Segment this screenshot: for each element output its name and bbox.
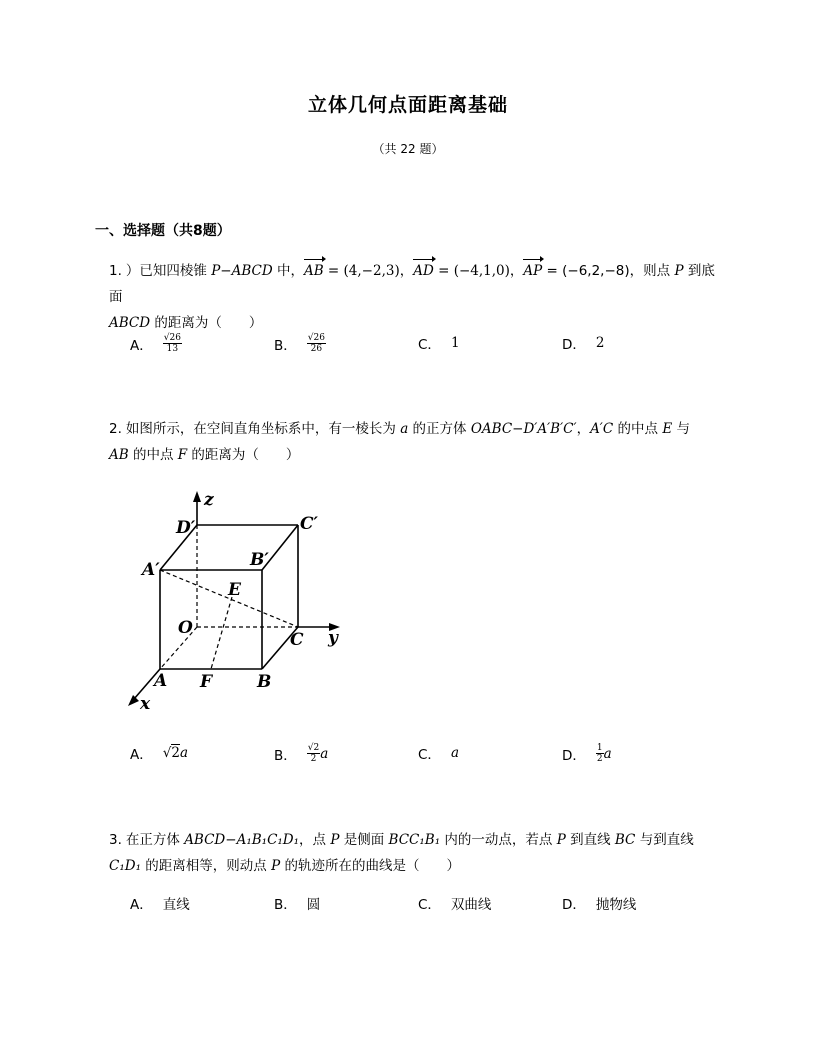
q3-text: 内的一动点，若点: [440, 832, 557, 848]
label-a-prime: A′: [142, 560, 160, 580]
q1-pyramid: P−ABCD: [211, 263, 273, 279]
q2-cube: OABC−D′A′B′C′: [470, 421, 577, 437]
q1-text: = (4,−2,3)，: [323, 263, 414, 279]
option-suffix: a: [603, 745, 612, 762]
question-number: 2.: [109, 421, 122, 437]
option-d[interactable]: [562, 333, 605, 353]
question-2: [109, 416, 721, 468]
fraction: [307, 743, 320, 764]
q3-point: P: [556, 832, 566, 848]
cube-diagram: [120, 485, 360, 715]
option-c[interactable]: [418, 893, 491, 913]
q3-text: ，点: [299, 832, 331, 848]
q3-text: 到直线: [565, 832, 615, 848]
option-a[interactable]: [130, 893, 190, 913]
question-3: [109, 827, 721, 879]
option-label: B．: [274, 337, 297, 354]
option-label: B．: [274, 897, 297, 913]
q3-face: BCC₁B₁: [388, 832, 441, 848]
option-value: 圆: [306, 897, 321, 913]
option-label: A．: [130, 337, 153, 354]
option-label: C．: [418, 897, 441, 913]
option-label: C．: [418, 337, 441, 353]
label-d-prime: D′: [176, 518, 196, 538]
label-o: O: [178, 618, 193, 638]
label-c: C: [290, 630, 304, 650]
fraction: [596, 743, 604, 764]
q2-options: [130, 743, 730, 773]
section-heading: 一、选择题（共8题）: [95, 223, 231, 239]
question-number: 3.: [109, 832, 122, 848]
q2-text: 如图所示，在空间直角坐标系中，有一棱长为: [125, 421, 401, 437]
q1-base: ABCD: [109, 315, 151, 331]
option-d[interactable]: [562, 743, 612, 764]
option-b[interactable]: [274, 893, 320, 913]
label-y: y: [328, 628, 338, 648]
option-suffix: a: [320, 745, 329, 762]
q1-options: [130, 333, 730, 363]
q3-point: P: [330, 832, 340, 848]
q3-point: P: [271, 858, 281, 874]
option-label: D．: [562, 897, 586, 913]
option-label: A．: [130, 747, 153, 763]
vector-ad: AD: [413, 258, 434, 284]
q2-text: 的正方体: [408, 421, 471, 437]
radicand: 2: [171, 745, 180, 761]
option-label: A．: [130, 897, 153, 913]
option-b[interactable]: [274, 743, 328, 764]
numerator: √26: [163, 333, 181, 343]
q3-line-cd: C₁D₁: [109, 858, 141, 874]
q2-segment-ab: AB: [109, 447, 129, 463]
label-f: F: [200, 672, 213, 692]
q2-text: 与: [672, 421, 690, 437]
option-a[interactable]: [130, 333, 182, 354]
option-label: D．: [562, 337, 586, 353]
option-label: D．: [562, 747, 586, 764]
sqrt-expression: √2: [162, 745, 180, 761]
q3-cube: ABCD−A₁B₁C₁D₁: [184, 832, 300, 848]
label-a: A: [154, 671, 168, 691]
numerator: √26: [307, 333, 325, 343]
option-label: B．: [274, 747, 297, 764]
option-value: 直线: [162, 897, 190, 913]
q2-text: 的中点: [613, 421, 663, 437]
page-subtitle: （共 22 题）: [372, 142, 444, 156]
fraction: [163, 333, 182, 354]
denominator: 26: [310, 344, 323, 354]
label-c-prime: C′: [300, 514, 319, 534]
option-value: 抛物线: [595, 897, 637, 913]
q3-text: 在正方体: [125, 832, 185, 848]
option-value: 2: [595, 335, 605, 351]
q1-text: 到底面: [109, 263, 715, 305]
q2-point-f: F: [177, 447, 188, 463]
fraction: [307, 333, 326, 354]
label-z: z: [204, 490, 214, 510]
q3-options: [130, 893, 730, 923]
option-label: C．: [418, 747, 441, 763]
q2-text: ，: [576, 421, 591, 437]
q2-edge: a: [400, 421, 409, 437]
q1-text: 的距离为（ ）: [150, 315, 263, 331]
q2-point-e: E: [662, 421, 673, 437]
question-number: 1.: [109, 263, 122, 279]
q1-text: = (−4,1,0)，: [433, 263, 524, 279]
option-c[interactable]: [418, 333, 460, 353]
denominator: 2: [310, 754, 317, 764]
q3-text: 的轨迹所在的曲线是（ ）: [280, 858, 460, 874]
option-value: 双曲线: [450, 897, 492, 913]
q1-text: 中，: [272, 263, 304, 279]
option-value: a: [450, 745, 459, 761]
vector-ap: AP: [523, 258, 542, 284]
denominator: 2: [596, 754, 603, 764]
q1-point: P: [674, 263, 684, 279]
label-x: x: [140, 694, 151, 714]
segment-e-f: [211, 597, 232, 669]
q1-text: = (−6,2,−8)，则点: [542, 263, 675, 279]
numerator: √2: [307, 743, 320, 753]
q2-text: 的距离为（ ）: [187, 447, 300, 463]
option-value: 1: [450, 335, 460, 351]
x-arrow: [128, 695, 139, 706]
denominator: 13: [166, 344, 179, 354]
option-d[interactable]: [562, 893, 636, 913]
label-b: B: [257, 672, 272, 692]
option-b[interactable]: [274, 333, 326, 354]
vector-ab: AB: [304, 258, 324, 284]
option-a[interactable]: [130, 743, 188, 763]
label-e: E: [228, 580, 241, 600]
cube-figure: [120, 485, 360, 719]
q2-segment: A′C: [590, 421, 614, 437]
q2-text: 的中点: [128, 447, 178, 463]
q3-line-bc: BC: [614, 832, 636, 848]
q3-text: 与到直线: [635, 832, 694, 848]
question-1: [109, 258, 721, 336]
numerator: 1: [596, 743, 603, 753]
z-arrow: [193, 491, 201, 502]
page-title: 立体几何点面距离基础: [307, 94, 508, 116]
q1-text: ）已知四棱锥: [125, 263, 212, 279]
q3-text: 的距离相等，则动点: [140, 858, 272, 874]
option-c[interactable]: [418, 743, 459, 763]
q3-text: 是侧面: [339, 832, 389, 848]
option-suffix: a: [179, 745, 189, 761]
label-b-prime: B′: [250, 550, 269, 570]
